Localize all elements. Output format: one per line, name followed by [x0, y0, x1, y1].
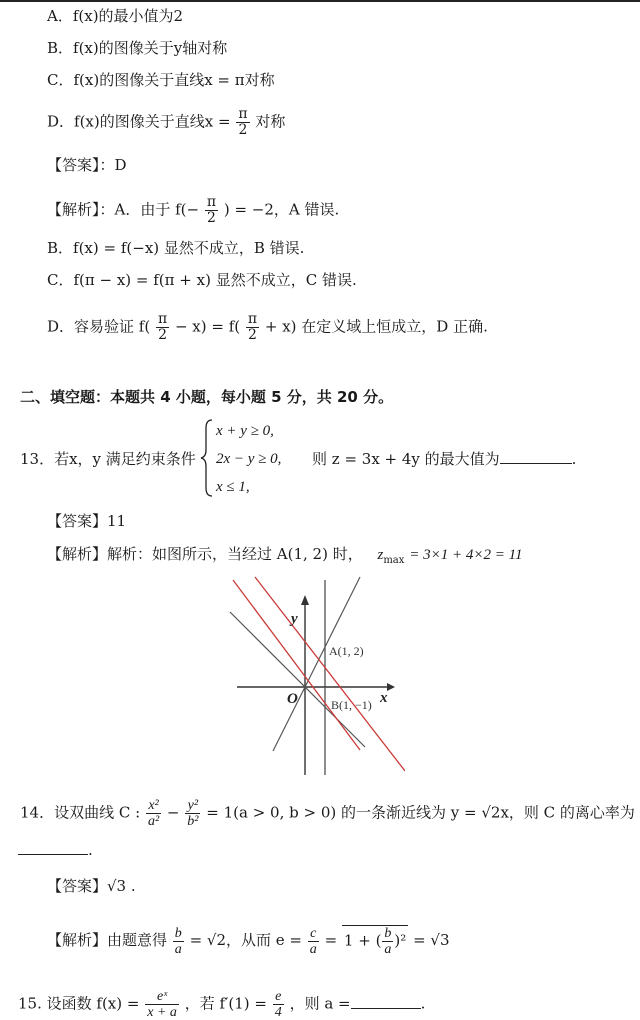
q13-answer: 【答案】11 [47, 512, 127, 530]
q13-stem-post: 则 z = 3x + 4y 的最大值为 . [312, 450, 577, 468]
q14-answer: 【答案】√3 . [47, 877, 136, 895]
q13-brace [200, 418, 214, 498]
q12-fraction: $\frac{\pi}{2}$ [206, 194, 217, 226]
q15-fraction-e4: $\frac{e}{4}$ [274, 989, 282, 1020]
q15-stem: 15. 设函数 f(x) = $\frac{\text{eˣ}}{x + a}$ ，若 f′(1) = $\frac{e}{4}$ ，则 a = . [18, 989, 426, 1020]
x-axis-arrow-icon [387, 683, 395, 691]
q12-d-fraction-1: $\frac{\pi}{2}$ [157, 311, 168, 343]
q12-analysis-d: D．容易验证 f( $\frac{\pi}{2}$ − x) = f( $\frac{\pi}{2}$ + x) 在定义域上恒成立，D 正确. [47, 311, 488, 343]
q12-analysis-c: C．f(π − x) = f(π + x) 显然不成立，C 错误. [47, 271, 357, 289]
line-2x-minus-y [273, 577, 360, 751]
q15-fraction-f: $\frac{\text{eˣ}}{x + a}$ [147, 989, 177, 1020]
q13-stem-pre: 13．若x，y 满足约束条件 [20, 450, 196, 468]
graph-y-label: y [291, 611, 298, 627]
q14-fraction-y: $\frac{\text{y²}}{\text{b²}}$ [187, 798, 199, 829]
option-d: D．f(x)的图像关于直线x = $\frac{\pi}{2}$ 对称 [47, 106, 286, 138]
y-axis-arrow-icon [301, 595, 309, 605]
q14-fraction-ca: $\frac{c}{a}$ [309, 925, 317, 957]
q13-answer-blank[interactable] [500, 463, 572, 464]
q14-analysis: 【解析】由题意得 $\frac{b}{a}$ = √2，从而 e = $\frac{c}{a}$ = 1 + ( $\frac{b}{a}$ )² = √3 [47, 925, 450, 957]
q12-answer: 【答案】：D [47, 156, 127, 174]
q14-sqrt: 1 + ( $\frac{b}{a}$ )² [343, 926, 407, 957]
graph-origin-label: O [287, 691, 298, 707]
q14-answer-blank[interactable] [18, 854, 88, 855]
q14-stem: 14．设双曲线 C : $\frac{\text{x²}}{\text{a²}}$ − $\frac{\text{y²}}{\text{b²}}$ = 1(a > 0, b > 0) 的一条渐近线为 y = √2x，则 C 的离心率为 [20, 798, 635, 829]
top-rule [0, 0, 640, 2]
q14-fraction-x: $\frac{\text{x²}}{\text{a²}}$ [147, 798, 160, 829]
q12-analysis-b: B．f(x) = f(−x) 显然不成立，B 错误. [47, 239, 305, 257]
graph-point-a-label: A(1, 2) [329, 644, 364, 658]
q13-constraint-3: x ≤ 1, [216, 479, 250, 495]
option-b: B．f(x)的图像关于y轴对称 [47, 39, 228, 57]
q13-graph [225, 575, 405, 775]
q14-fraction-ba-2: $\frac{b}{a}$ [384, 926, 392, 957]
graph-x-label: x [380, 690, 388, 706]
q13-analysis: 【解析】解析：如图所示，当经过 A(1, 2) 时， $z_{max} = 3\times 1 + 4\times 2 = 11$ [47, 545, 523, 566]
q13-constraint-2: 2x − y ≥ 0, [216, 451, 282, 467]
section-title: 二、填空题：本题共 4 小题，每小题 5 分，共 20 分。 [20, 388, 394, 406]
option-a: A．f(x)的最小值为2 [47, 7, 184, 25]
q13-constraint-1: x + y ≥ 0, [216, 423, 274, 439]
q12-analysis-a: 【解析】：A．由于 f(− $\frac{\pi}{2}$ ) = −2，A 错误. [47, 194, 340, 226]
q14-blank-line: . [18, 840, 93, 860]
q15-answer-blank[interactable] [351, 1008, 421, 1009]
option-c: C．f(x)的图像关于直线x = π对称 [47, 71, 275, 89]
objective-line-1 [233, 580, 360, 750]
q12-d-fraction-2: $\frac{\pi}{2}$ [247, 311, 258, 343]
graph-point-b-label: B(1, −1) [331, 698, 372, 712]
q14-fraction-ba: $\frac{b}{a}$ [174, 925, 182, 957]
option-d-fraction: $\frac{\pi}{2}$ [238, 106, 248, 138]
